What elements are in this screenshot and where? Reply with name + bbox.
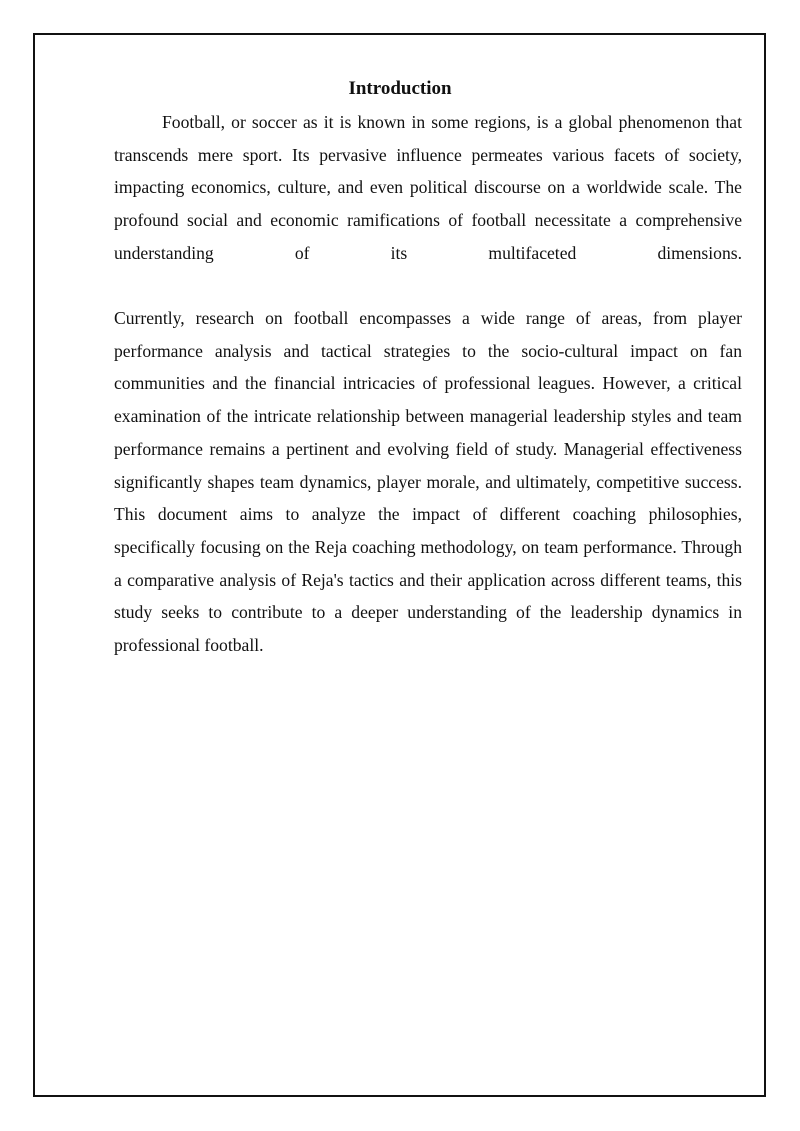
section-heading: Introduction — [348, 78, 452, 99]
paragraph-2: Currently, research on football encompasses a wide range of areas, from player performance analysis and tactical strategies to the socio-cultural impact on fan communities and the financial intricacies of professional leagues. However, a critical examination of the intricate relationship between managerial leadership styles and team performance remains a pertinent and evolving field of study. Managerial effectiveness significantly shapes team dynamics, player morale, and ultimately, competitive success. This document aims to analyze the impact of different coaching philosophies, specifically focusing on the Reja coaching methodology, on team performance. Through a comparative analysis of Reja's tactics and their application across different teams, this study seeks to contribute to a deeper understanding of the leadership dynamics in professional football. — [114, 308, 742, 656]
paragraph-1: Football, or soccer as it is known in some regions, is a global phenomenon that transcends mere sport. Its pervasive influence permeates various facets of society, impacting economics, culture, and even political discourse on a worldwide scale. The profound social and economic ramifications of football necessitate a comprehensive understanding of its multifaceted dimensions. — [114, 112, 742, 263]
